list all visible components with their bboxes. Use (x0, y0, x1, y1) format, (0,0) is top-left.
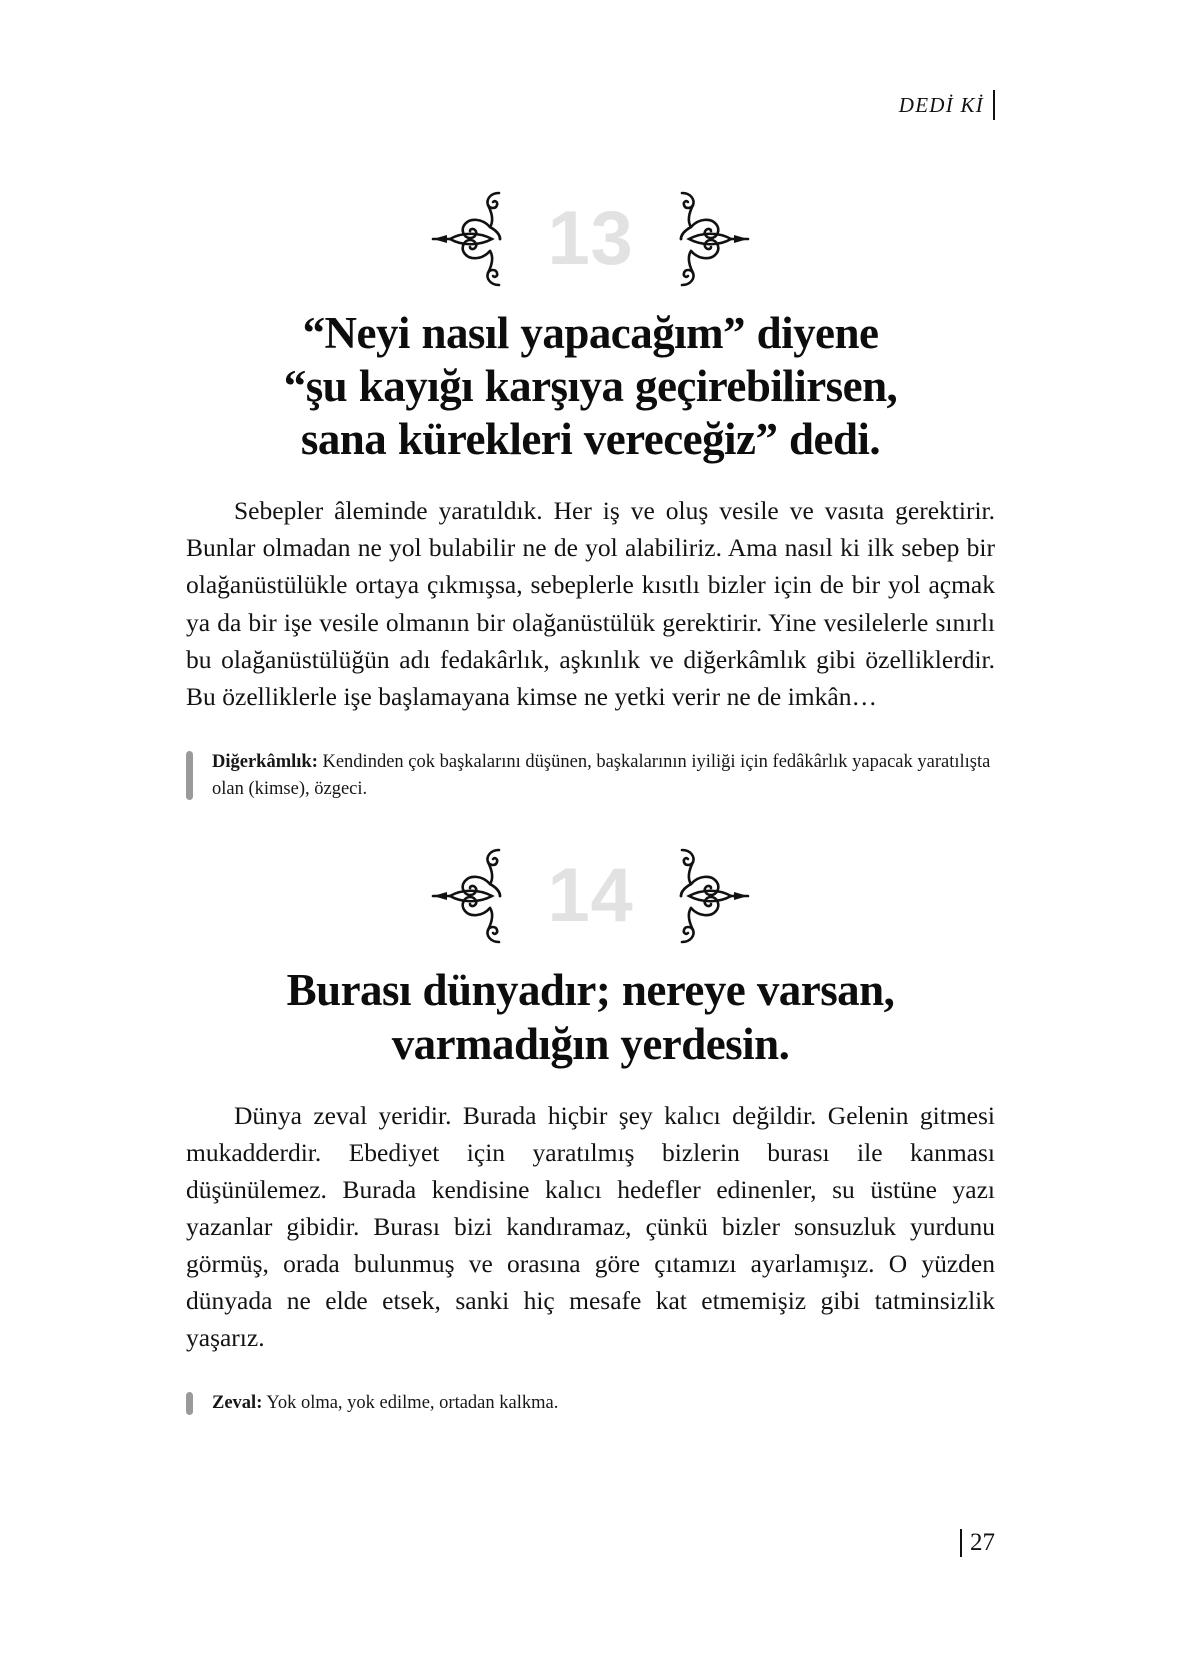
chapter-title (186, 964, 995, 1070)
running-head (899, 88, 995, 122)
note-text (212, 1390, 995, 1417)
chapter-number: 14 (547, 853, 634, 939)
chapter-title-line: “Neyi nasıl yapacağım” diyene (302, 308, 879, 358)
section-divider (186, 802, 995, 842)
note-accent-bar (186, 751, 193, 801)
chapter-title-line: Burası dünyadır; nereye varsan, (286, 965, 895, 1016)
chapter-mark (186, 842, 995, 950)
page-content (186, 185, 995, 1417)
flourish-ornament-right-icon (660, 842, 752, 950)
folio-number: 27 (970, 1529, 995, 1556)
note-definition: Yok olma, yok edilme, ortadan kalkma. (266, 1393, 559, 1414)
note-term: Zeval: (212, 1393, 263, 1414)
glossary-note (186, 1390, 995, 1417)
page-folio (960, 1527, 995, 1559)
chapter-title-line: varmadığın yerdesin. (391, 1018, 790, 1069)
note-text (212, 749, 995, 803)
flourish-ornament-left-icon (429, 185, 521, 293)
chapter-title-line: “şu kayığı karşıya geçirebilirsen, (283, 361, 898, 412)
running-head-rule (993, 90, 995, 120)
flourish-ornament-right-icon (660, 185, 752, 293)
chapter-mark (186, 185, 995, 293)
folio-rule (960, 1529, 962, 1557)
note-term: Diğerkâmlık: (212, 751, 318, 772)
chapter-title-line: sana kürekleri vereceğiz” dedi. (300, 414, 881, 465)
chapter-section-14 (186, 842, 995, 1417)
note-accent-bar (186, 1392, 193, 1415)
chapter-number: 13 (547, 196, 634, 281)
body-paragraph: Dünya zeval yeridir. Burada hiçbir şey kalıcı değildir. Gelenin gitmesi mukadderdir. Ebediyet için yaratılmış bizlerin burası ile kanması düşünülemez. Burada kendisine kalıcı hedefler edinenler, su üstüne yazı yazanlar gibidir. Burası bizi kandıramaz, çünkü bizler sonsuzluk yurdunu görmüş, orada bulunmuş ve orasına göre çıtamızı ayarlamışız. O yüzden dünyada ne elde etsek, sanki hiç mesafe kat etmemişiz gibi tatminsizlik yaşarız. (186, 1100, 995, 1353)
running-head-label: DEDİ Kİ (898, 93, 984, 117)
flourish-ornament-left-icon (429, 842, 521, 950)
chapter-title (186, 307, 995, 466)
chapter-section-13 (186, 185, 995, 802)
body-paragraph: Sebepler âleminde yaratıldık. Her iş ve oluş vesile ve vasıta gerektirir. Bunlar olmadan ne yol bulabilir ne de yol alabiliriz. Ama nasıl ki ilk sebep bir olağanüstülükle ortaya çıkmışsa, sebeplerle kısıtlı bizler için de bir yol açmak ya da bir işe vesile olmanın bir olağanüstülük gerektirir. Yine vesilelerle sınırlı bu olağanüstülüğün adı fedakârlık, aşkınlık ve diğerkâmlık gibi özelliklerdir. Bu özelliklerle işe başlamayana kimse ne yetki verir ne de imkân… (186, 496, 995, 711)
glossary-note (186, 749, 995, 803)
note-definition: Kendinden çok başkalarını düşünen, başkalarının iyiliği için fedâkârlık yapacak yaratılışta olan (kimse), özgeci. (212, 751, 991, 799)
